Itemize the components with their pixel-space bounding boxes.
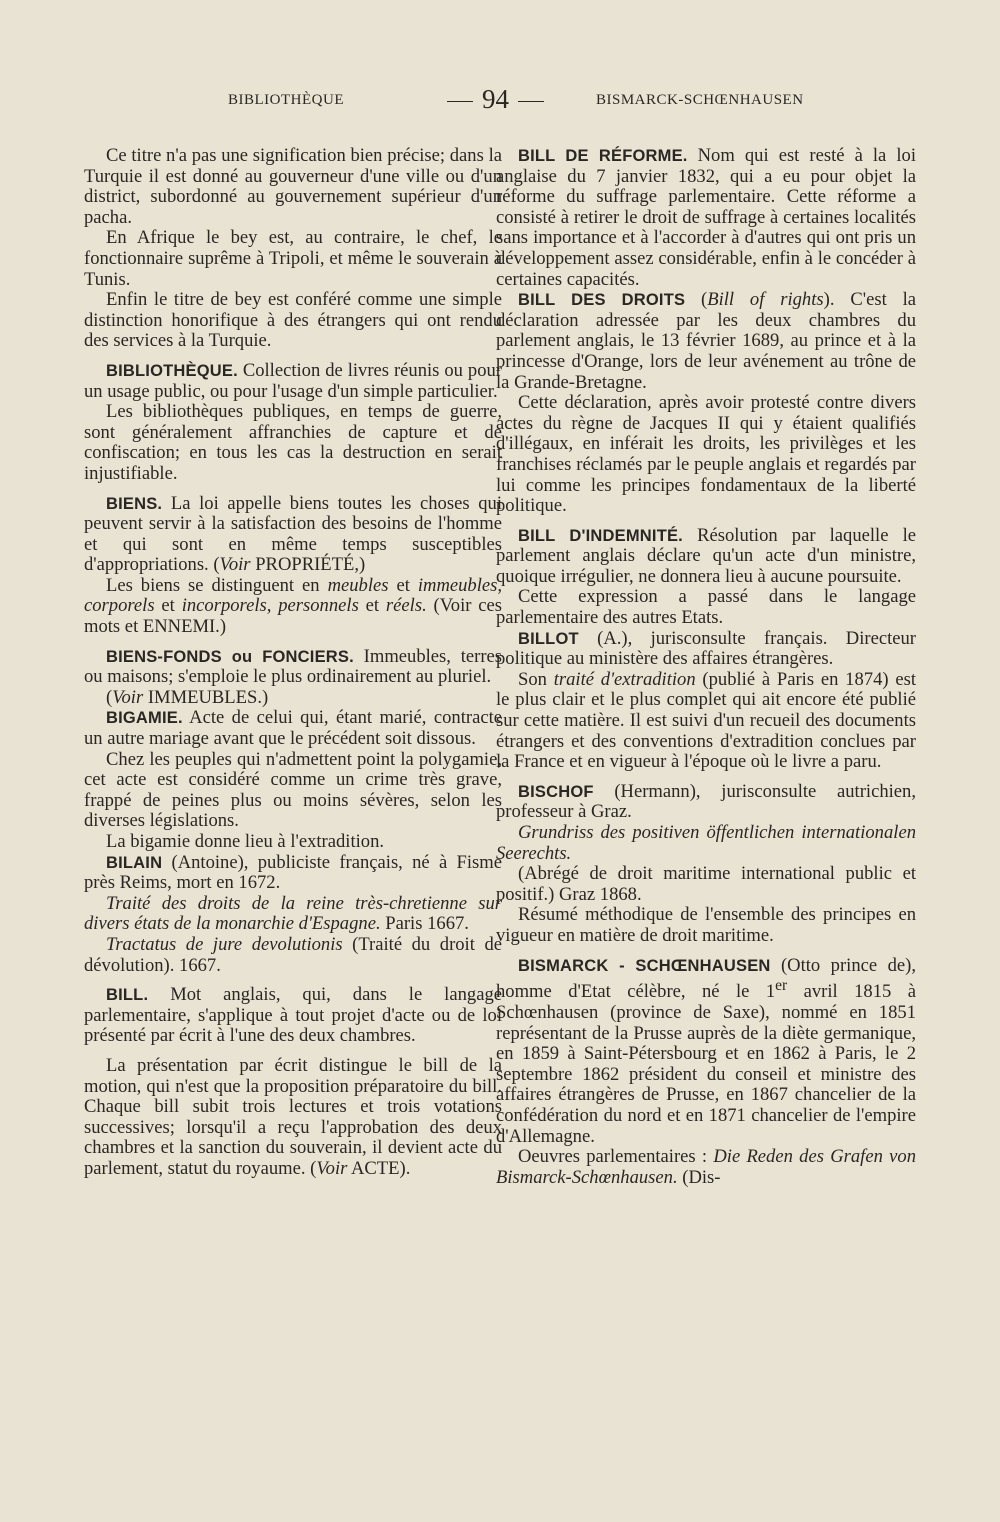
superscript: er xyxy=(775,977,788,995)
cross-reference: ACTE). xyxy=(347,1157,411,1179)
entry-definition: Résolution par laquelle le parlement anglais déclare qu'un acte d'un ministre, quoique irrégulier, ne donnera lieu à aucune poursuite. xyxy=(496,524,916,587)
entry-definition: La loi appelle biens toutes les choses qui peuvent servir à la satisfaction des besoins de l'homme et qui sont en même temps susceptibles d'appropriations. ( xyxy=(84,492,502,576)
bey-paragraph-2: En Afrique le bey est, au contraire, le chef, le fonctionnaire suprême à Tripoli, et même le souverain à Tunis. xyxy=(84,227,502,290)
bismarck-paragraph-2 xyxy=(496,1147,916,1188)
entry-term: BILAIN xyxy=(106,853,163,872)
bibliotheque-paragraph-2: Les bibliothèques publiques, en temps de guerre, sont généralement affranchies de capture et de confiscation; en tous les cas la destruction en serait injustifiable. xyxy=(84,401,502,484)
entry-bigamie xyxy=(84,708,502,749)
entry-biens-fonds xyxy=(84,647,502,688)
text-run: (publié à Paris en 1874) est le plus clair et le plus complet qui ait encore été publié sur cette matière. Il est suivi d'un recueil des documents étrangers et des conventions d'extradition conclues par la France et en vigueur à l'époque où le livre a paru. xyxy=(496,668,916,773)
entry-definition: Acte de celui qui, étant marié, contracte un autre mariage avant que le précédent soit dissous. xyxy=(84,707,502,750)
bigamie-paragraph-2: Chez les peuples qui n'admettent point la polygamie, cet acte est considéré comme un crime très grave, frappé de peines plus ou moins sévères, selon les diverses législations. xyxy=(84,748,502,832)
entry-definition: (Hermann), jurisconsulte autrichien, professeur à Graz. xyxy=(496,780,916,823)
header-right-term: BISMARCK-SCHŒNHAUSEN xyxy=(596,92,804,108)
entry-billot xyxy=(496,629,916,670)
biens-fonds-reference: (Voir IMMEUBLES.) xyxy=(106,686,269,708)
text-run: ( xyxy=(685,289,708,311)
italic-term: immeubles, corporels xyxy=(84,574,503,617)
bey-paragraph-1: Ce titre n'a pas une signification bien précise; dans la Turquie il est donné au gouverneur d'une ville ou d'un district, subordonné au gouvernement supérieur d'un pacha. xyxy=(84,145,502,228)
text-run: Son xyxy=(518,668,554,690)
entry-definition: (Antoine), publiciste français, né à Fisme près Reims, mort en 1672. xyxy=(84,851,502,894)
entry-term: BIENS-FONDS ou FONCIERS. xyxy=(106,647,354,666)
left-column xyxy=(84,146,502,1180)
work-title: Die Reden des Grafen von Bismarck-Schœnhausen. xyxy=(496,1146,916,1188)
bey-paragraph-3: Enfin le titre de bey est conféré comme une simple distinction honorifique à des étrangers qui ont rendu des services à la Turquie. xyxy=(84,289,502,352)
cross-reference: IMMEUBLES.) xyxy=(143,686,269,708)
entry-term: BILL DE RÉFORME. xyxy=(518,147,688,165)
entry-definition: Mot anglais, qui, dans le langage parlementaire, s'applique à tout projet d'acte ou de loi présenté par écrit à l'une des deux chambres. xyxy=(84,984,502,1047)
entry-term: BILL DES DROITS xyxy=(518,291,686,310)
bilain-work-1 xyxy=(84,894,502,935)
voir-label: Voir xyxy=(316,1157,348,1179)
entry-term: BILL. xyxy=(106,986,149,1005)
work-title: Traité des droits de la reine très-chretienne sur divers états de la monarchie d'Espagne. xyxy=(84,892,502,935)
entry-definition: Immeubles, terres ou maisons; s'emploie le plus ordinairement au pluriel. xyxy=(84,645,502,688)
entry-term: BILLOT xyxy=(518,629,579,648)
running-header xyxy=(0,84,1000,118)
bischof-paragraph-3: Résumé méthodique de l'ensemble des principes en vigueur en matière de droit maritime. xyxy=(496,904,916,946)
entry-bill-d-indemnite xyxy=(496,526,916,588)
italic-term: meubles xyxy=(327,574,389,596)
italic-term: Bill of rights xyxy=(707,289,824,311)
entry-term: BISMARCK - SCHŒNHAUSEN xyxy=(518,956,771,975)
text-run: et xyxy=(388,574,418,596)
voir-label: Voir xyxy=(219,554,251,576)
entry-definition-cont: avril 1815 à Schœnhausen (province de Saxe), nommé en 1851 représentant de la Prusse auprès de la diète germanique, en 1859 à Saint-Pétersbourg et en 1862 à Paris, le 2 septembre 1862 président du conseil et ministre des affaires étrangères de Prusse, en 1867 chancelier de la confédération du nord et en 1871 chancelier de l'empire d'Allemagne. xyxy=(496,981,916,1147)
bischof-work-translation: (Abrégé de droit maritime international public et positif.) Graz 1868. xyxy=(496,863,916,905)
entry-term: BIGAMIE. xyxy=(106,709,183,728)
work-title: traité d'extradition xyxy=(553,668,696,690)
text-run: Les biens se distinguent en xyxy=(106,574,328,596)
right-column xyxy=(496,146,916,1188)
billot-paragraph-2 xyxy=(496,670,916,773)
biens-paragraph-2 xyxy=(84,576,502,638)
italic-term: incorporels, personnels xyxy=(181,595,359,617)
entry-definition: C'est la déclaration adressée par les deux chambres du parlement anglais, le 13 février 1689, au prince et à la princesse d'Orange, lors de leur avénement au trône de la Grande-Bretagne. xyxy=(496,289,916,393)
bill-d-indemnite-paragraph-2: Cette expression a passé dans le langage parlementaire des autres Etats. xyxy=(496,586,916,629)
text-run: ). xyxy=(823,289,835,311)
header-left-term: BIBLIOTHÈQUE xyxy=(228,92,344,108)
text-run: et xyxy=(154,595,182,617)
entry-bill-des-droits xyxy=(496,290,916,393)
entry-bismarck xyxy=(496,956,916,1148)
text-run: et xyxy=(358,595,386,617)
page-number-text: 94 xyxy=(482,84,509,114)
text-run: Oeuvres parlementaires : xyxy=(518,1146,714,1168)
italic-term: réels. xyxy=(385,595,427,617)
entry-bibliotheque xyxy=(84,361,502,402)
bischof-work-title: Grundriss des positiven öffentlichen internationalen Seerechts. xyxy=(496,822,916,864)
entry-term: BIBLIOTHÈQUE. xyxy=(106,361,238,380)
text-run: (Voir ces mots et ENNEMI.) xyxy=(84,595,503,638)
entry-term: BIENS. xyxy=(106,494,163,513)
bilain-work-2 xyxy=(84,935,502,976)
entry-definition: (Otto prince de), homme d'Etat célèbre, né le 1 xyxy=(496,954,916,1003)
entry-definition: Nom qui est resté à la loi anglaise du 7 janvier 1832, qui a eu pour objet la réforme du suffrage parlementaire. Cette réforme a consisté à retirer le droit de suffrage à certaines localités sans importance et à l'accorder à d'autres qui ont pris un développement assez considérable, enfin à le concéder à certaines capacités. xyxy=(496,145,916,290)
bill-des-droits-paragraph-2: Cette déclaration, après avoir protesté contre divers actes du règne de Jacques II qui y étaient qualifiés d'illégaux, en inférait les droits, les privilèges et les franchises réclamés par le peuple anglais et regardés par lui comme les principes fondamentaux de la liberté politique. xyxy=(496,392,916,517)
cross-reference: PROPRIÉTÉ,) xyxy=(250,554,366,576)
work-title: Tractatus de jure devolutionis xyxy=(106,933,343,955)
page-number xyxy=(438,84,553,115)
voir-label: Voir xyxy=(112,686,144,708)
entry-definition: (A.), jurisconsulte français. Directeur politique au ministère des affaires étrangères. xyxy=(496,627,917,670)
text-run: (Dis- xyxy=(677,1166,721,1188)
work-details: (Traité du droit de dévolution). 1667. xyxy=(84,933,502,976)
entry-bill-de-reforme xyxy=(496,146,916,290)
bigamie-paragraph-3: La bigamie donne lieu à l'extradition. xyxy=(106,831,385,852)
entry-term: BILL D'INDEMNITÉ. xyxy=(518,526,683,545)
entry-bill xyxy=(84,985,502,1047)
text-run: La présentation par écrit distingue le bill de la motion, qui n'est que la proposition préparatoire du bill. Chaque bill subit trois lectures et trois votations successives; lorsqu'il a reçu l'approbation des deux chambres et la sanction du souverain, il devient acte du parlement, statut du royaume. ( xyxy=(84,1054,502,1179)
bill-paragraph-2 xyxy=(84,1056,502,1180)
entry-biens xyxy=(84,494,502,576)
entry-bilain xyxy=(84,853,502,894)
entry-bischof xyxy=(496,782,916,823)
entry-definition: Collection de livres réunis ou pour un usage public, ou pour l'usage d'un simple particulier. xyxy=(84,359,502,402)
work-details: Paris 1667. xyxy=(380,913,469,935)
entry-term: BISCHOF xyxy=(518,782,594,801)
